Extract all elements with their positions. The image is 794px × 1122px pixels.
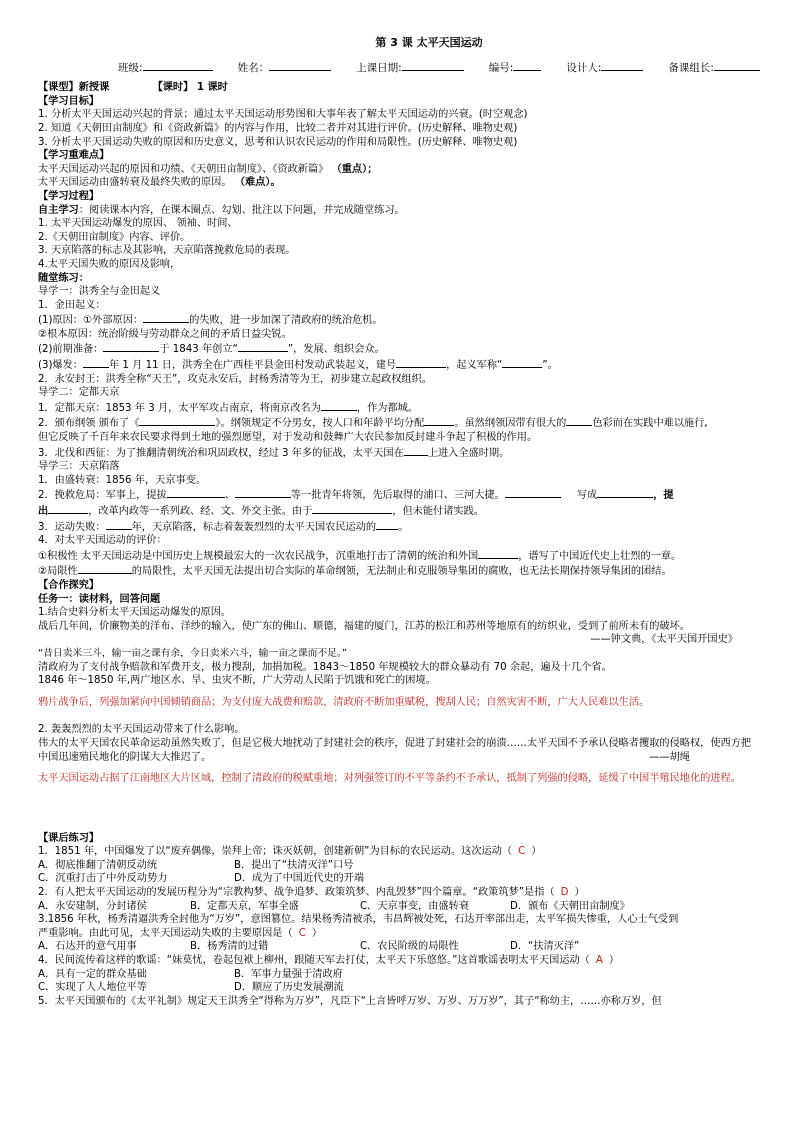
keypoint-tag: （难点）。 <box>234 177 281 189</box>
guide3-line <box>38 487 760 503</box>
designer-label: 设计人: <box>566 61 602 74</box>
option[interactable]: C．实现了人人地位平等 <box>38 982 147 994</box>
guide1-line: 2．永安封王：洪秀全称“天王”，攻克永安后，封杨秀清等为王，初步建立起政权组织。 <box>38 373 432 385</box>
answer: C <box>518 846 526 858</box>
number-label: 编号: <box>488 61 514 74</box>
answer-2: 太平天国运动占据了江南地区大片区域，控制了清政府的税赋重地；对列强签订的不平等条约不予承认，抵制了列强的侵略，延缓了中国半殖民地化的进程。 <box>38 773 741 785</box>
cooperate-heading: 【合作探究】 <box>38 579 100 591</box>
text: ） <box>574 887 585 899</box>
text: (2)前期准备： <box>38 344 104 356</box>
option[interactable]: A．具有一定的群众基础 <box>38 968 147 980</box>
text: 出 <box>38 506 49 517</box>
guide1-line: ②根本原因：统治阶级与劳动群众之间的矛盾日益尖锐。 <box>38 328 292 340</box>
blank[interactable] <box>103 341 159 352</box>
keypoint-tag: （重点）； <box>331 163 378 175</box>
self-study <box>38 204 760 218</box>
text: (1)原因：①外部原因： <box>38 315 144 327</box>
exercises-heading: 【课后练习】 <box>38 832 100 844</box>
text: 1．定都天京：1853 年 3 月，太平军攻占南京，将南京改名为 <box>38 402 321 414</box>
objective-item: 2. 知道《天朝田亩制度》和《资政新篇》的内容与作用，比较二者并对其进行评价。(历史解释、唯物史观) <box>38 122 518 134</box>
exercise-3b <box>38 927 760 941</box>
process-heading: 【学习过程】 <box>38 190 100 202</box>
material-4: 1846 年～1850 年,两广地区水、旱、虫灾不断，广大劳动人民陷于饥饿和死亡的困境。 <box>38 675 436 687</box>
text: 。 <box>398 521 409 533</box>
guide3-heading: 导学三：天京陷落 <box>38 461 120 473</box>
blank[interactable] <box>424 415 454 426</box>
option[interactable]: D．成为了中国近代史的开端 <box>234 873 365 885</box>
text: 年，天京陷落，标志着轰轰烈烈的太平天国农民运动的 <box>131 521 377 533</box>
options-row <box>38 859 760 873</box>
blank[interactable] <box>502 357 542 368</box>
option[interactable]: C．农民阶级的局限性 <box>360 941 459 953</box>
text: 》。纲领规定不分男女，按人口和年龄平均分配 <box>215 418 425 430</box>
task-label: 任务一：读材料，回答问题 <box>38 593 161 605</box>
blank[interactable] <box>83 357 109 368</box>
text: 2．颁布纲领 颁布了《 <box>38 418 140 430</box>
page-title: 第 3 课 太平天国运动 <box>375 36 483 49</box>
text: ） <box>311 927 322 939</box>
guide1-line <box>38 312 760 328</box>
leader-label: 备课组长: <box>668 61 714 74</box>
practice-label: 随堂练习： <box>38 272 89 284</box>
lesson-hours: 【课时】 1 课时 <box>152 82 228 94</box>
guide3-line <box>38 548 760 564</box>
name-blank[interactable] <box>269 60 331 71</box>
process-item: 4.太平天国失败的原因及影响， <box>38 258 181 270</box>
objectives-heading: 【学习目标】 <box>38 95 100 107</box>
leader-field <box>668 60 760 76</box>
keypoint-1 <box>38 163 760 177</box>
options-row <box>38 900 760 914</box>
text: 等一批青年将领，先后取得的浦口、三河大捷。 <box>290 490 505 502</box>
text: 1．1851 年，中国爆发了以“废弃偶像，崇拜上帝；诛灭妖朝，创建新朝”为目标的农民运动。这次运动（ <box>38 846 513 858</box>
text: 严重影响。由此可见，太平天国运动失败的主要原因是（ <box>38 927 293 939</box>
text: ②局限性 <box>38 566 78 578</box>
class-field <box>118 60 213 76</box>
text: 3．运动失败： <box>38 521 106 533</box>
text: ，提 <box>653 490 674 502</box>
text: ，谱写了中国近代史上壮烈的一章。 <box>518 550 682 562</box>
blank[interactable] <box>478 548 518 559</box>
text: (3)爆发： <box>38 360 83 372</box>
blank[interactable] <box>143 312 189 323</box>
answer: D <box>560 887 569 899</box>
option[interactable]: A．彻底推翻了清朝反动统 <box>38 859 158 871</box>
guide3-line: 4．对太平天国运动的评价： <box>38 535 167 547</box>
text: ） <box>608 955 620 967</box>
text: ，但未能付诸实践。 <box>392 506 484 517</box>
text: 4．民间流传着这样的歌谣：“妹莫忧，卷起包袱上柳州，跟随天军去打仗，太平天下乐悠悠。”这首歌谣表明太平天国运动（ <box>38 955 590 967</box>
number-field <box>489 60 542 76</box>
options-row <box>38 940 760 954</box>
material-3: 清政府为了支付战争赔款和军费开支，极力搜刮，加捐加税。1843～1850 年规模较大的群众暴动有 70 余起，遍及十几个省。 <box>38 661 612 673</box>
keypoint-text: 太平天国运动兴起的原因和功绩、《天朝田亩制度》、《资政新篇》 <box>38 163 332 175</box>
date-blank[interactable] <box>402 60 464 71</box>
text: ，作为都城。 <box>356 402 419 414</box>
worksheet-page <box>38 36 760 1008</box>
material-5-text: 伟大的太平天国农民革命运动虽然失败了，但是它极大地扰动了封建社会的秩序，促进了封建社会的崩溃……太平天国不予承认侵略者攫取的侵略权，使西方把中国迅速殖民地化的阴谋大大推迟了。 <box>38 737 752 763</box>
text: 写成 <box>576 490 598 502</box>
text: 色彩而在实践中难以施行, <box>592 418 708 430</box>
blank[interactable] <box>404 445 428 456</box>
guide2-line <box>38 415 760 431</box>
guide3-line <box>38 519 760 535</box>
text: 于 1843 年创立“ <box>159 344 238 356</box>
text: 年 1 月 11 日，洪秀全在广西桂平县金田村发动武装起义，建号 <box>109 360 397 372</box>
text: ”，发展、组织会众。 <box>287 344 385 356</box>
option[interactable]: B．定都天京，军事全盛 <box>190 900 299 912</box>
text: 。虽然纲领因带有很大的 <box>454 418 567 430</box>
text: ，改革内政等一系列政、经、文、外交主张。由于 <box>88 506 313 517</box>
guide1-line <box>38 341 760 357</box>
date-label: 上课日期: <box>356 61 402 74</box>
process-item: 1. 太平天国运动爆发的原因、 领袖、时间、 <box>38 218 238 230</box>
text: ） <box>531 846 542 858</box>
blank[interactable] <box>235 487 291 498</box>
option[interactable]: C．沉重打击了中外反动势力 <box>38 873 168 885</box>
guide1-sub: 1．金田起义： <box>38 299 106 311</box>
keypoint-2 <box>38 176 760 190</box>
keypoints-heading: 【学习重难点】 <box>38 150 110 162</box>
material-1: 战后几年间，价廉物美的洋布、洋纱的输入，使广东的佛山、顺德，福建的厦门，江苏的松江和苏州等地原有的纺织业，受到了前所未有的破坏。 <box>38 620 690 632</box>
text: ①积极性 太平天国运动是中国历史上规模最宏大的一次农民战争，沉重地打击了清朝的统治和外国 <box>38 550 479 562</box>
blank[interactable] <box>139 415 215 426</box>
keypoint-text: 太平天国运动由盛转衰及最终失败的原因。 <box>38 177 235 189</box>
blank[interactable] <box>167 487 225 498</box>
objective-item: 3. 分析太平天国运动失败的原因和历史意义，思考和认识农民运动的作用和局限性。(历史解释、唯物史观) <box>38 136 518 148</box>
guide2-line <box>38 400 760 416</box>
objective-item: 1. 分析太平天国运动兴起的背景；通过太平天国运动形势图和大事年表了解太平天国运动的兴衰。(时空观念) <box>38 109 528 121</box>
blank[interactable] <box>312 503 392 514</box>
question-2: 2. 轰轰烈烈的太平天国运动带来了什么影响。 <box>38 724 245 736</box>
blank[interactable] <box>396 357 446 368</box>
options-row <box>38 981 760 995</box>
answer: A <box>595 955 603 967</box>
name-label: 姓名： <box>237 61 270 74</box>
option[interactable]: A．永安建制，分封诸侯 <box>38 900 147 912</box>
options-row <box>38 872 760 886</box>
header-fields <box>38 60 760 76</box>
option[interactable]: D．颁布《天朝田亩制度》 <box>510 900 630 912</box>
guide2-line <box>38 445 760 461</box>
answer-1: 鸦片战争后，列强加紧向中国倾销商品；为支付庞大战费和赔款，清政府不断加重赋税，搜刮人民；自然灾害不断，广大人民难以生活。 <box>38 696 650 708</box>
option[interactable]: D．“扶清灭洋” <box>510 941 580 953</box>
material-5-source: ——胡绳 <box>649 751 690 763</box>
guide3-line <box>38 563 760 579</box>
blank[interactable] <box>321 400 357 411</box>
name-field <box>238 60 332 76</box>
material-5 <box>38 737 760 764</box>
blank[interactable] <box>597 487 653 498</box>
text: 2．有人把太平天国运动的发展历程分为“宗教构梦、战争追梦、政策筑梦、内乱毁梦”四个篇章。“政策筑梦”是指（ <box>38 887 555 899</box>
blank[interactable] <box>106 519 132 530</box>
option[interactable]: C．天京事变，由盛转衰 <box>360 900 469 912</box>
question-1: 1.结合史料分析太平天国运动爆发的原因。 <box>38 607 232 619</box>
text: 、 <box>224 490 235 502</box>
lesson-meta <box>38 81 760 95</box>
self-study-label: 自主学习 <box>38 204 79 216</box>
text: 3．北伐和西征：为了推翻清朝统治和巩固政权，经过 3 年多的征战，太平天国在 <box>38 447 404 459</box>
process-item: 3. 天京陷落的标志及其影响，天京陷落挽救危局的表现。 <box>38 245 296 257</box>
text: 上进入全盛时期。 <box>427 447 510 459</box>
text: 2．挽救危局：军事上，提拔 <box>38 490 167 502</box>
guide1-heading: 导学一：洪秀全与金田起义 <box>38 286 161 298</box>
material-2: “昔日卖米三斗，输一亩之课有余，今日卖米六斗，输一亩之课而不足。” <box>38 647 347 659</box>
text: ，起义军称“ <box>446 360 503 372</box>
option[interactable]: D．顺应了历史发展潮流 <box>234 982 344 994</box>
class-label: 班级: <box>118 61 143 74</box>
option[interactable]: B．杨秀清的过错 <box>190 941 269 953</box>
blank[interactable] <box>78 563 132 574</box>
material-1-source: ——钟文典，《太平天国开国史》 <box>590 634 738 646</box>
date-field <box>356 60 464 76</box>
designer-field <box>566 60 643 76</box>
exercise-1 <box>38 845 760 859</box>
guide2-heading: 导学二：定都天京 <box>38 387 120 399</box>
text: ”。 <box>542 360 558 372</box>
option[interactable]: B．军事力量强于清政府 <box>234 968 343 980</box>
options-row <box>38 968 760 982</box>
answer: C <box>298 927 306 939</box>
blank[interactable] <box>505 487 561 498</box>
leader-blank[interactable] <box>714 60 760 71</box>
guide1-line <box>38 357 760 373</box>
designer-blank[interactable] <box>601 60 643 71</box>
option[interactable]: A．石达开的意气用事 <box>38 941 137 953</box>
process-item: 2.《天朝田亩制度》内容、评价。 <box>38 231 191 243</box>
class-blank[interactable] <box>143 60 213 71</box>
exercise-5: 5．太平天国颁布的《太平礼制》规定天王洪秀全“得称为万岁”，凡臣下“上言皆呼万岁、万岁、万万岁”，其子“称幼主，……亦称万岁，但 <box>38 995 662 1007</box>
guide2-line: 但它反映了千百年来农民要求得到土地的强烈愿望，对于发动和鼓舞广大农民参加反封建斗争起了积极的作用。 <box>38 432 538 444</box>
text: 的失败，进一步加深了清政府的统治危机。 <box>189 315 383 327</box>
blank[interactable] <box>566 415 592 426</box>
lesson-type: 【课型】新授课 <box>38 82 110 94</box>
blank[interactable] <box>238 341 288 352</box>
blank[interactable] <box>376 519 398 530</box>
guide3-line <box>38 503 760 519</box>
number-blank[interactable] <box>513 60 541 71</box>
exercise-2 <box>38 886 760 900</box>
option[interactable]: B．提出了“扶清灭洋”口号 <box>234 859 354 871</box>
text: 的局限性，太平天国无法提出切合实际的革命纲领，无法制止和克服领导集团的腐败，也无法长期保持领导集团的团结。 <box>131 566 672 578</box>
blank[interactable] <box>48 503 88 514</box>
exercise-4 <box>38 954 760 968</box>
guide3-line: 1．由盛转衰：1856 年，天京事变。 <box>38 474 207 486</box>
self-study-text: ：阅读课本内容，在课本圈点、勾划、批注以下问题，并完成随堂练习。 <box>78 204 405 216</box>
exercise-3a: 3.1856 年秋，杨秀清逼洪秀全封他为“万岁”，意图篡位。结果杨秀清被杀，韦昌辉被处死，石达开率部出走，太平军损失惨重，人心士气受到 <box>38 914 679 926</box>
